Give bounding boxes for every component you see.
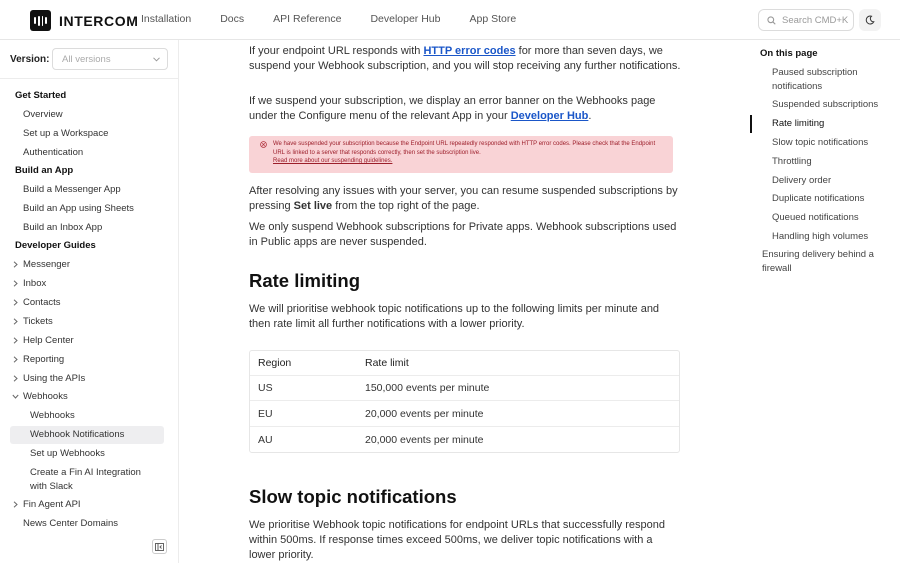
toc-active-indicator: [750, 115, 752, 133]
search-icon: [767, 16, 776, 25]
sidebar-item-label: Contacts: [23, 297, 61, 308]
sidebar-item-contacts[interactable]: [10, 294, 164, 312]
sidebar-item-label: Webhooks: [23, 391, 68, 402]
sidebar-item-tickets[interactable]: [10, 313, 164, 331]
toc-item-handling-high-volumes[interactable]: Handling high volumes: [772, 231, 869, 242]
sidebar-item-label: Messenger: [23, 259, 70, 270]
heading-slow-topic-notifications: Slow topic notifications: [249, 486, 457, 507]
chevron-right-icon: [13, 501, 18, 508]
banner-text: We have suspended your subscription because the Endpoint URL repeatedly responded with HTTP error codes. Please check that the Endpoint URL is linked to a server that responds correctly, then set the subscription live.: [273, 141, 656, 156]
nav-link-api-reference[interactable]: API Reference: [273, 13, 342, 25]
table-cell-region: AU: [258, 434, 273, 446]
sidebar-item-authentication[interactable]: Authentication: [23, 147, 84, 158]
rate-limit-table: [249, 350, 680, 453]
sidebar-item-webhooks-group[interactable]: [10, 388, 164, 406]
section-heading-developer-guides: Developer Guides: [15, 240, 96, 251]
text: .: [588, 110, 592, 122]
moon-icon: [865, 15, 875, 25]
table-row: [250, 402, 679, 427]
theme-toggle-button[interactable]: [859, 9, 881, 31]
chevron-right-icon: [13, 299, 18, 306]
section-heading-get-started: Get Started: [15, 90, 67, 101]
sidebar-item-label: Fin Agent API: [23, 499, 81, 510]
chevron-right-icon: [13, 375, 18, 382]
sidebar-item-overview[interactable]: Overview: [23, 109, 63, 120]
http-error-codes-link[interactable]: HTTP error codes: [423, 45, 516, 57]
left-sidebar: [0, 40, 179, 563]
banner-guidelines-link[interactable]: Read more about our suspending guidelines.: [273, 158, 393, 164]
paragraph-error-banner: [249, 94, 681, 124]
collapse-sidebar-button[interactable]: [152, 539, 167, 554]
version-selector-row: [10, 48, 168, 70]
search-input[interactable]: [758, 9, 854, 31]
intercom-logo[interactable]: [30, 10, 138, 31]
sidebar-item-using-the-apis[interactable]: [10, 370, 164, 388]
toc-item-suspended-subscriptions[interactable]: Suspended subscriptions: [772, 99, 879, 110]
nav-link-app-store[interactable]: App Store: [469, 13, 517, 25]
paragraph-resolving: [249, 184, 681, 214]
paragraph-slow-topic: We prioritise Webhook topic notifications for endpoint URLs that successfully respond within 500ms. If response times exceed 500ms, we deliver topic notifications with a lower priority.: [249, 519, 665, 561]
text: If we suspend your subscription, we display an error banner on the Webhooks page under the Configure menu of the relevant App in your: [249, 95, 656, 122]
sidebar-item-messenger[interactable]: [10, 256, 164, 274]
sidebar-item-fin-ai-slack[interactable]: Create a Fin AI Integration with Slack: [30, 467, 141, 492]
sidebar-item-build-app-sheets[interactable]: Build an App using Sheets: [23, 203, 134, 214]
toc-item-slow-topic[interactable]: Slow topic notifications: [772, 137, 869, 148]
nav-link-installation[interactable]: Installation: [141, 13, 192, 25]
top-nav-links: [141, 13, 545, 25]
paragraph-error-codes: [249, 44, 681, 74]
nav-link-docs[interactable]: Docs: [220, 13, 245, 25]
sidebar-item-build-inbox-app[interactable]: Build an Inbox App: [23, 222, 103, 233]
chevron-right-icon: [13, 318, 18, 325]
paragraph-rate-limits: We will prioritise webhook topic notifications up to the following limits per minute and then rate limit all further notifications with a lower priority.: [249, 303, 660, 330]
text: from the top right of the page.: [332, 200, 480, 212]
brand-name: INTERCOM: [59, 12, 139, 29]
chevron-right-icon: [13, 337, 18, 344]
table-cell-rate: 20,000 events per minute: [365, 408, 484, 420]
toc-item-ensuring-delivery[interactable]: Ensuring delivery behind a firewall: [762, 249, 874, 274]
error-banner-example: [249, 136, 673, 173]
sidebar-item-build-messenger-app[interactable]: Build a Messenger App: [23, 184, 121, 195]
toc-item-duplicate-notifications[interactable]: Duplicate notifications: [772, 193, 865, 204]
sidebar-item-fin-agent-api[interactable]: [10, 496, 164, 514]
chevron-right-icon: [13, 261, 18, 268]
sidebar-divider: [0, 78, 178, 79]
developer-hub-link[interactable]: Developer Hub: [510, 110, 589, 122]
intercom-logo-icon: [30, 10, 51, 31]
table-cell-region: EU: [258, 408, 273, 420]
search-placeholder: Search CMD+K: [782, 14, 849, 26]
sidebar-item-reporting[interactable]: [10, 351, 164, 369]
sidebar-item-webhooks[interactable]: Webhooks: [30, 410, 75, 421]
sidebar-item-help-center[interactable]: [10, 332, 164, 350]
set-live-text: Set live: [293, 200, 333, 212]
chevron-right-icon: [13, 356, 18, 363]
sidebar-item-webhook-notifications[interactable]: Webhook Notifications: [10, 426, 164, 444]
sidebar-item-label: Using the APIs: [23, 373, 86, 384]
sidebar-collapse-icon: [155, 543, 164, 551]
sidebar-item-label: Tickets: [23, 316, 53, 327]
sidebar-item-label: Help Center: [23, 335, 74, 346]
error-circle-icon: [260, 141, 267, 148]
chevron-down-icon: [153, 57, 160, 62]
heading-rate-limiting: Rate limiting: [249, 270, 361, 291]
toc-item-delivery-order[interactable]: Delivery order: [772, 175, 832, 186]
sidebar-item-label: Inbox: [23, 278, 47, 289]
sidebar-item-set-up-webhooks[interactable]: Set up Webhooks: [30, 448, 105, 459]
text: If your endpoint URL responds with: [249, 45, 424, 57]
version-select-value: All versions: [62, 53, 111, 65]
nav-link-developer-hub[interactable]: Developer Hub: [370, 13, 441, 25]
sidebar-item-set-up-workspace[interactable]: Set up a Workspace: [23, 128, 109, 139]
chevron-right-icon: [13, 280, 18, 287]
chevron-down-icon: [12, 394, 19, 399]
table-cell-rate: 20,000 events per minute: [365, 434, 484, 446]
table-row: [250, 428, 679, 453]
table-header-row: [250, 351, 679, 376]
sidebar-item-news-center-domains[interactable]: News Center Domains: [23, 518, 119, 529]
section-heading-build-an-app: Build an App: [15, 165, 74, 176]
sidebar-item-label: Reporting: [23, 354, 65, 365]
version-select[interactable]: [52, 48, 168, 70]
sidebar-item-inbox[interactable]: [10, 275, 164, 293]
table-cell-rate: 150,000 events per minute: [365, 382, 490, 394]
toc-title: On this page: [760, 48, 818, 59]
top-navigation: [0, 0, 900, 40]
table-row: [250, 376, 679, 401]
toc-item-paused-subscription[interactable]: Paused subscription notifications: [772, 67, 858, 92]
toc-item-queued-notifications[interactable]: Queued notifications: [772, 212, 859, 223]
version-label: Version:: [10, 53, 50, 65]
table-header-rate-limit: Rate limit: [365, 357, 409, 369]
toc-item-rate-limiting[interactable]: Rate limiting: [772, 118, 825, 129]
table-cell-region: US: [258, 382, 273, 394]
text: After resolving any issues with your server, you can resume suspended subscriptions by pressing: [249, 185, 678, 212]
table-header-region: Region: [258, 357, 292, 369]
paragraph-private-apps: We only suspend Webhook subscriptions for Private apps. Webhook subscriptions used in Public apps are never suspended.: [249, 221, 677, 248]
toc-item-throttling[interactable]: Throttling: [772, 156, 812, 167]
text: for more than seven days, we suspend your Webhook subscription, and you will stop receiving any further notifications.: [249, 45, 681, 72]
